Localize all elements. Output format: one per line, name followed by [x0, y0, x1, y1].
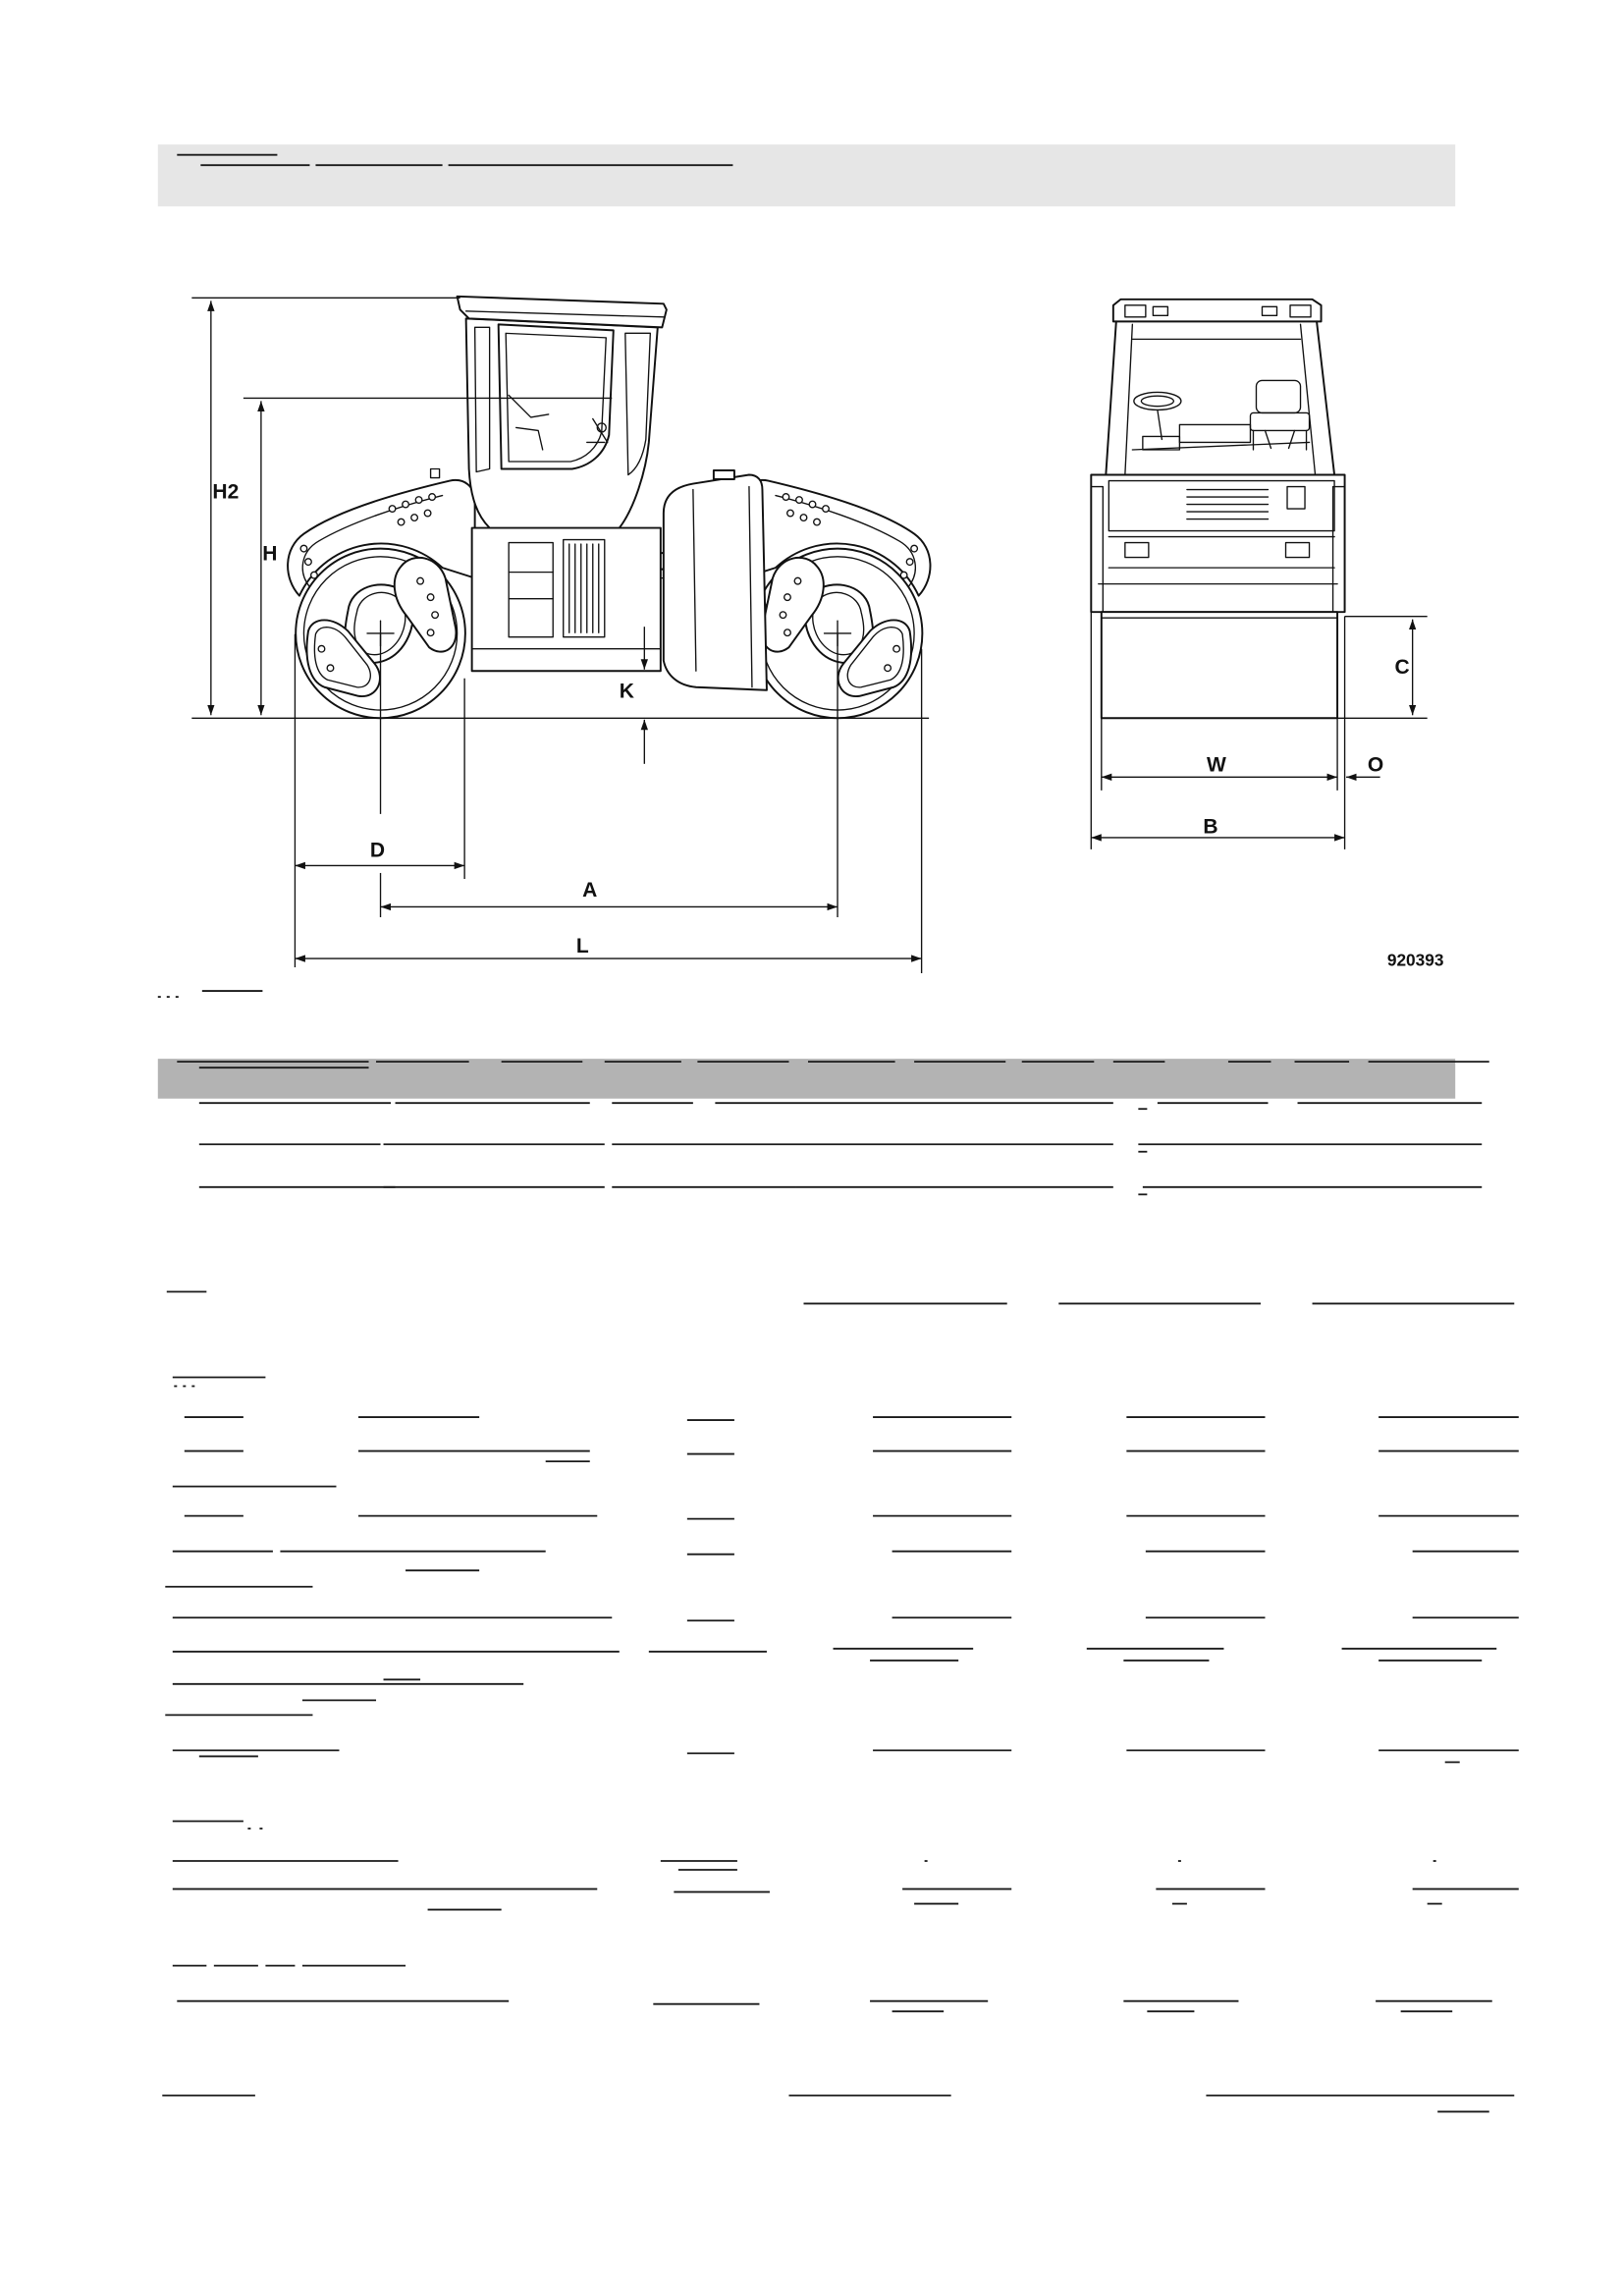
cab-pillar: [1317, 321, 1334, 474]
fuel-cap: [714, 470, 734, 479]
header-bar: [158, 144, 1455, 206]
mirror-bracket: [431, 469, 440, 478]
side-view-drawing: [191, 297, 930, 973]
spec-table-text: [162, 1062, 1518, 2111]
label-c: C: [1394, 656, 1410, 680]
seat-cushion: [1250, 412, 1309, 430]
figure-number: 920393: [1386, 950, 1444, 970]
label-b: B: [1203, 815, 1218, 839]
label-a: A: [582, 878, 598, 902]
seat-backrest: [1256, 380, 1300, 412]
label-d: D: [369, 839, 386, 862]
front-drum: [743, 480, 931, 718]
control-box: [1179, 424, 1250, 442]
label-h2: H2: [212, 480, 240, 504]
dashboard-line: [1132, 442, 1309, 450]
cab-body: [466, 318, 658, 527]
label-w: W: [1207, 753, 1226, 777]
table-header-bar: [158, 1059, 1455, 1099]
steering-column: [1158, 410, 1162, 439]
label-k: K: [619, 680, 634, 703]
cab-pillar: [1125, 324, 1133, 474]
steering-wheel-inner: [1141, 396, 1173, 407]
machine-body-front: [1091, 475, 1344, 613]
label-o: O: [1367, 753, 1384, 777]
drum-front: [1102, 612, 1337, 718]
rear-drum: [288, 480, 475, 718]
label-h: H: [262, 542, 278, 566]
front-view-drawing: [1091, 300, 1427, 849]
seat-armrest: [1253, 430, 1306, 450]
figure-caption-text: [158, 991, 263, 997]
label-l: L: [575, 935, 589, 958]
cab-pillar: [1301, 324, 1316, 474]
cab-pillar: [1106, 321, 1116, 474]
